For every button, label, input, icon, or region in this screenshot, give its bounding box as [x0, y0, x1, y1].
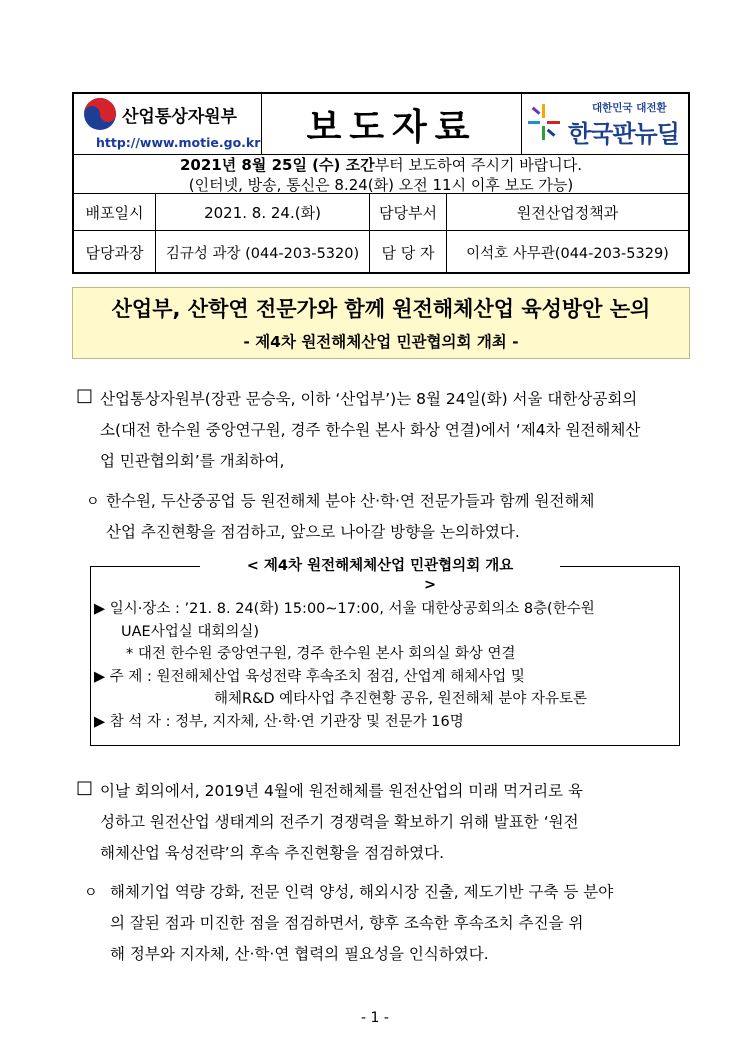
p4-line: 의 잘된 점과 미진한 점을 점검하면서, 향후 조속한 후속조치 추진을 위 [110, 914, 584, 932]
newdeal-slogan: 대한민국 대전환 [592, 102, 667, 114]
overview-title-close: > [424, 577, 437, 593]
newdeal-name: 한국판뉴딜 [568, 120, 679, 148]
release-date-value: 2021. 8. 24.(화) [204, 203, 321, 222]
contact-value: 이석호 사무관(044-203-5329) [466, 245, 669, 262]
overview-note: * 대전 한수원 중앙연구원, 경주 한수원 본사 회의실 화상 연결 [126, 646, 516, 662]
square-bullet: □ [76, 777, 94, 798]
square-bullet: □ [76, 385, 94, 406]
paragraph-1 [100, 384, 680, 477]
newdeal-logo [522, 94, 688, 154]
newdeal-icon [528, 104, 560, 140]
embargo-online: (인터넷, 방송, 통신은 8.24(화) 오전 11시 이후 보도 가능) [188, 176, 574, 194]
page-number: - 1 - [361, 1010, 389, 1026]
ministry-name: 산업통상자원부 [122, 107, 237, 127]
release-date-label: 배포일시 [85, 203, 144, 222]
overview-topic: ▶ 주 제 : 원전해체산업 육성전략 후속조치 점검, 산업계 해체사업 및 [94, 668, 525, 685]
p4-line: 해체기업 역량 강화, 전문 인력 양성, 해외시장 진출, 제도기반 구축 등 분야 [110, 883, 614, 901]
overview-title: < 제4차 원전해체체산업 민관협의회 개요 [200, 555, 560, 577]
paragraph-3 [100, 776, 680, 869]
headline-subtitle: - 제4차 원전해체산업 민관협의회 개최 - [243, 333, 519, 351]
dept-label: 담당부서 [379, 203, 437, 222]
p4-line: 해 정부와 지자체, 산·학·연 협력의 필요성을 인식하였다. [110, 945, 489, 963]
p1-line: 산업통상자원부(장관 문승욱, 이하 ‘산업부’)는 8월 24일(화) 서울 대한상공회의 [100, 390, 638, 408]
circle-bullet: ㅇ [86, 494, 100, 510]
embargo-text: 부터 보도하여 주시기 바랍니다. [374, 156, 583, 174]
embargo-notice [74, 155, 688, 195]
headline-title: 산업부, 산학연 전문가와 함께 원전해체산업 육성방안 논의 [111, 297, 651, 321]
dept-value: 원전산업정책과 [516, 203, 619, 222]
p1-line: 업 민관협의회’를 개최하여, [100, 452, 285, 470]
overview-venue: UAE사업실 대회의실) [121, 623, 260, 640]
p1-line: 소(대전 한수원 중앙연구원, 경주 한수원 본사 화상 연결)에서 ‘제4차 원전해체산 [100, 421, 641, 439]
manager-value: 김규성 과장 (044-203-5320) [165, 245, 360, 262]
overview-attendees: ▶ 참 석 자 : 정부, 지자체, 산·학·연 기관장 및 전문가 16명 [94, 713, 464, 730]
p2-line: 산업 추진현황을 점검하고, 앞으로 나아갈 방향을 논의하였다. [106, 523, 520, 541]
manager-label: 담당과장 [85, 243, 144, 262]
website-link[interactable]: http://www.motie.go.kr [96, 135, 261, 150]
overview-topic-cont: 해체R&D 예타사업 추진현황 공유, 원전해체 분야 자유토론 [214, 691, 587, 707]
paragraph-4 [110, 877, 680, 970]
ministry-logo [74, 94, 260, 154]
p3-line: 성하고 원전산업 생태계의 전주기 경쟁력을 확보하기 위해 발표한 ‘원전 [100, 813, 579, 831]
circle-bullet: ㅇ [84, 885, 98, 901]
p3-line: 해체산업 육성전략’의 후속 추진현황을 점검하였다. [100, 844, 444, 862]
overview-list [94, 598, 678, 733]
embargo-date: 2021년 8월 25일 (수) 조간 [179, 156, 375, 174]
p2-line: 한수원, 두산중공업 등 원전해체 분야 산·학·연 전문가들과 함께 원전해체 [106, 492, 595, 510]
doc-title: 보도자료 [306, 105, 478, 148]
p3-line: 이날 회의에서, 2019년 4월에 원전해체를 원전산업의 미래 먹거리로 육 [100, 782, 583, 800]
overview-schedule: ▶ 일시·장소 : ’21. 8. 24(화) 15:00∼17:00, 서울 대한상공회의소 8층(한수원 [94, 601, 595, 617]
paragraph-2 [106, 486, 680, 548]
taegeuk-icon [82, 96, 118, 132]
contact-label: 담 당 자 [381, 243, 435, 262]
